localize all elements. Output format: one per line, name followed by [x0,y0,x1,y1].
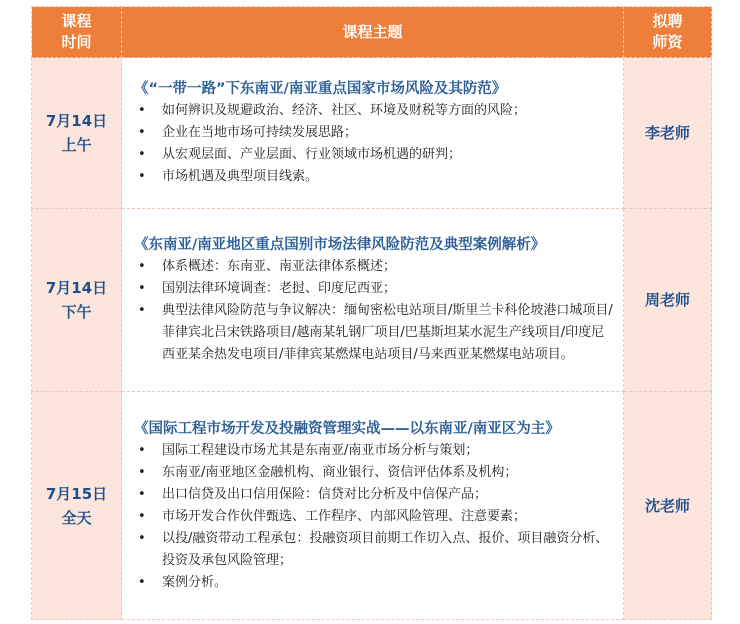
session-content [122,58,624,209]
header-teacher-line-2: 师资 [652,33,683,51]
session-content [122,209,624,392]
table-header-row [32,7,712,58]
list-item: • 案例分析。 [134,572,617,594]
session-time [32,209,122,392]
list-item: • 以投/融资带动工程承包：投融资项目前期工作切入点、报价、项目融资分析、投资及承包风险管理； [134,528,617,572]
header-time-line-2: 时间 [61,33,92,51]
list-item: • 市场机遇及典型项目线索。 [134,166,617,188]
session-points [134,256,617,366]
session-time [32,58,122,209]
list-item: • 市场开发合作伙伴甄选、工作程序、内部风险管理、注意要素； [134,506,617,528]
list-item: • 体系概述：东南亚、南亚法律体系概述； [134,256,617,278]
session-title: 《“一带一路”下东南亚/南亚重点国家市场风险及其防范》 [134,81,507,97]
session-title: 《东南亚/南亚地区重点国别市场法律风险防范及典型案例解析》 [134,237,546,253]
table-row [32,392,712,620]
header-teacher-line-1: 拟聘 [652,12,683,30]
list-item: • 从宏观层面、产业层面、行业领域市场机遇的研判； [134,144,617,166]
session-period: 上午 [61,136,92,154]
table-row [32,58,712,209]
session-points [134,440,617,594]
session-teacher: 周老师 [624,209,712,392]
schedule-table [31,6,712,620]
session-date: 7月14日 [45,279,108,297]
session-date: 7月15日 [45,484,108,503]
session-title: 《国际工程市场开发及投融资管理实战——以东南亚/南亚区为主》 [134,420,560,437]
list-item: • 出口信贷及出口信用保险：信贷对比分析及中信保产品； [134,484,617,506]
session-period: 下午 [61,303,92,321]
header-course-topic: 课程主题 [122,7,624,58]
session-teacher: 沈老师 [624,392,712,620]
session-period: 全天 [61,508,92,527]
list-item: • 国际工程建设市场尤其是东南亚/南亚市场分析与策划； [134,440,617,462]
session-teacher: 李老师 [624,58,712,209]
session-points [134,100,617,188]
list-item: • 如何辨识及规避政治、经济、社区、环境及财税等方面的风险； [134,100,617,122]
header-teacher [624,7,712,58]
list-item: • 典型法律风险防范与争议解决：缅甸密松电站项目/斯里兰卡科伦坡港口城项目/菲律宾北吕宋铁路项目/越南某轧钢厂项目/巴基斯坦某水泥生产线项目/印度尼西亚某余热发电项目/菲律宾某燃煤电站项目/马来西亚某燃煤电站项目。 [134,300,617,366]
header-time-line-1: 课程 [61,12,92,30]
table-row [32,209,712,392]
session-content [122,392,624,620]
list-item: • 东南亚/南亚地区金融机构、商业银行、资信评估体系及机构； [134,462,617,484]
session-time [32,392,122,620]
list-item: • 国别法律环境调查：老挝、印度尼西亚； [134,278,617,300]
session-date: 7月14日 [45,112,108,130]
header-course-time [32,7,122,58]
course-schedule [31,6,711,620]
list-item: • 企业在当地市场可持续发展思路； [134,122,617,144]
